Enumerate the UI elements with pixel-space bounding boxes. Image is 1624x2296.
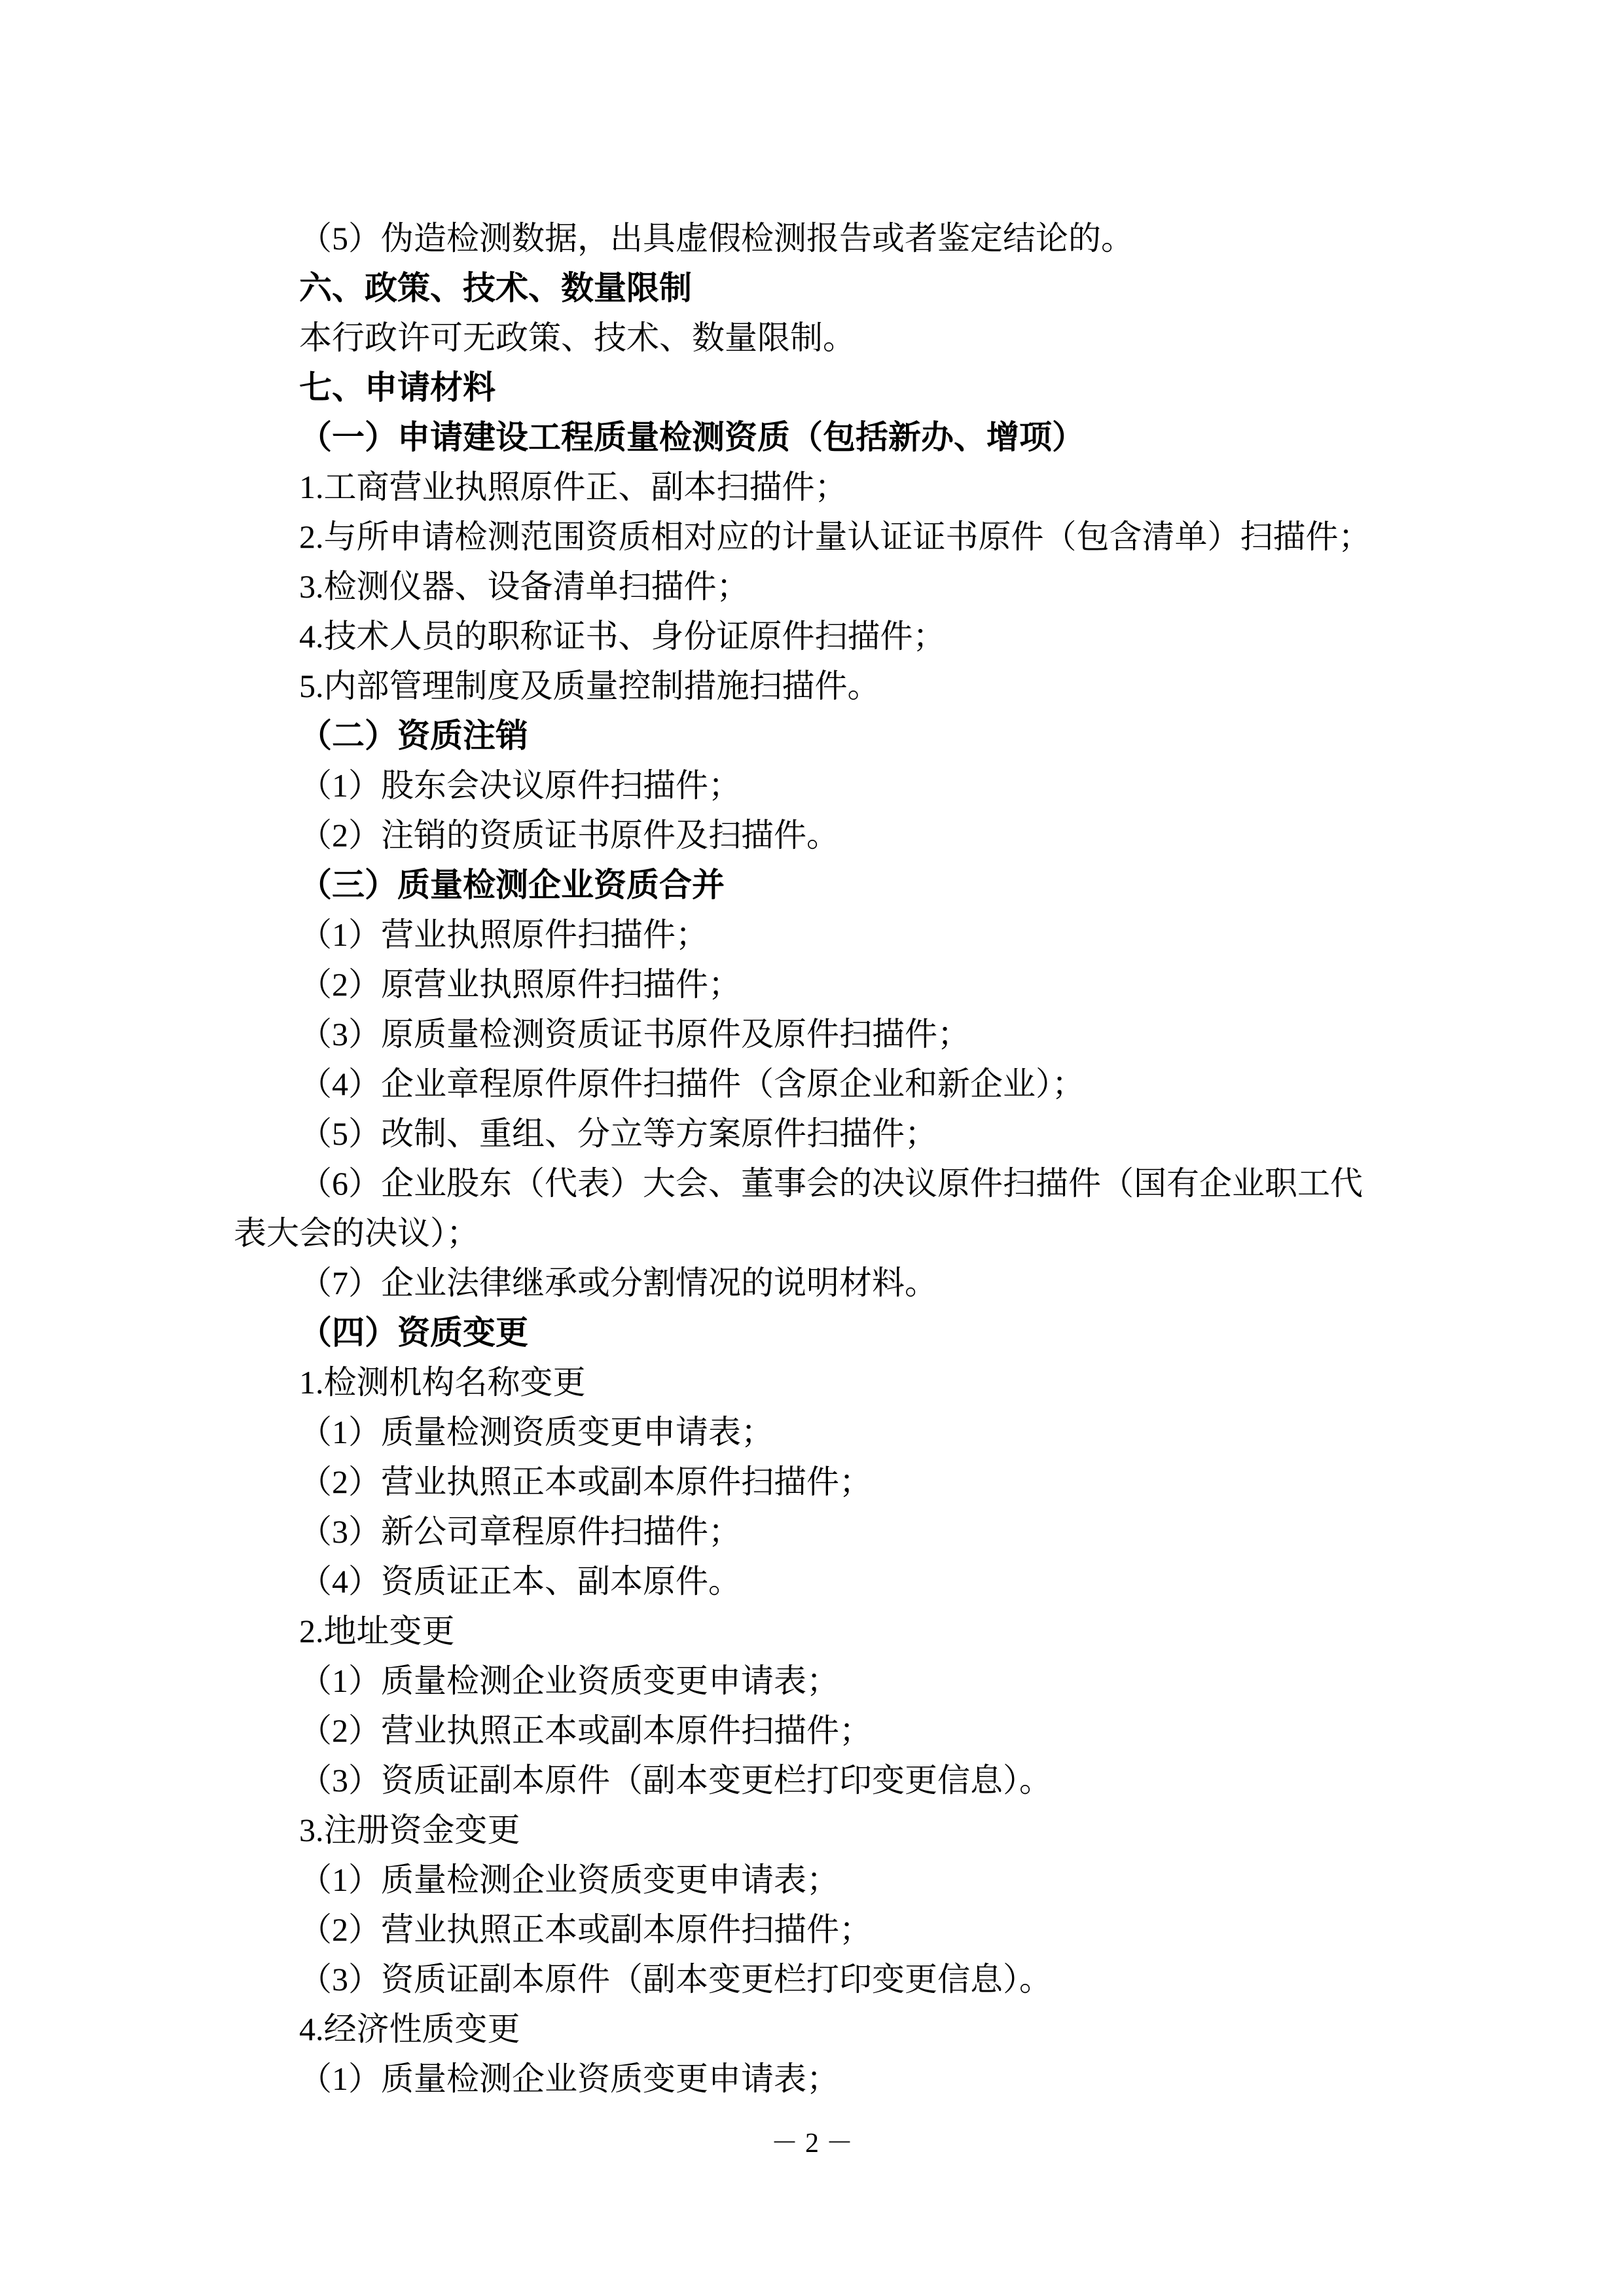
text-line: 3.检测仪器、设备清单扫描件； [299,568,749,605]
heading-line: （四）资质变更 [299,1314,528,1351]
text-line: （2）营业执照正本或副本原件扫描件； [299,1911,872,1948]
text-line: （7）企业法律继承或分割情况的说明材料。 [299,1265,937,1301]
text-line: （5）改制、重组、分立等方案原件扫描件； [299,1115,937,1152]
heading-line: 七、申请材料 [299,369,496,406]
text-line: 2.与所申请检测范围资质相对应的计量认证证书原件（包含清单）扫描件； [299,518,1371,555]
text-line: 1.工商营业执照原件正、副本扫描件； [299,469,848,505]
heading-line: （一）申请建设工程质量检测资质（包括新办、增项） [299,419,1085,456]
page-number: － 2 － [770,2128,854,2159]
text-line: 4.经济性质变更 [299,2011,520,2047]
text-line: （1）股东会决议原件扫描件； [299,767,741,804]
text-line: （1）营业执照原件扫描件； [299,916,708,953]
text-line: （4）资质证正本、副本原件。 [299,1563,741,1600]
text-line: （2）原营业执照原件扫描件； [299,966,741,1003]
text-line: （1）质量检测企业资质变更申请表； [299,1861,839,1898]
text-line: （3）新公司章程原件扫描件； [299,1513,741,1550]
text-line: 本行政许可无政策、技术、数量限制。 [299,319,856,356]
text-line: （2）营业执照正本或副本原件扫描件； [299,1712,872,1749]
text-line: 表大会的决议）； [234,1215,479,1251]
text-line: 1.检测机构名称变更 [299,1364,586,1401]
text-line: （1）质量检测资质变更申请表； [299,1414,774,1450]
text-line: （1）质量检测企业资质变更申请表； [299,1662,839,1699]
text-line: （1）质量检测企业资质变更申请表； [299,2060,839,2097]
text-line: （6）企业股东（代表）大会、董事会的决议原件扫描件（国有企业职工代 [299,1165,1363,1202]
text-line: （2）营业执照正本或副本原件扫描件； [299,1463,872,1500]
text-line: （3）原质量检测资质证书原件及原件扫描件； [299,1016,970,1052]
text-line: 2.地址变更 [299,1613,455,1649]
heading-line: 六、政策、技术、数量限制 [299,270,692,306]
text-line: （3）资质证副本原件（副本变更栏打印变更信息）。 [299,1762,1052,1799]
text-line: 4.技术人员的职称证书、身份证原件扫描件； [299,618,946,655]
heading-line: （二）资质注销 [299,717,528,754]
text-line: （2）注销的资质证书原件及扫描件。 [299,817,839,853]
text-line: （5）伪造检测数据，出具虚假检测报告或者鉴定结论的。 [299,220,1134,257]
text-line: （3）资质证副本原件（副本变更栏打印变更信息）。 [299,1961,1052,1998]
heading-line: （三）质量检测企业资质合并 [299,867,725,903]
document-body [234,213,1390,2104]
text-line: 3.注册资金变更 [299,1812,520,1848]
text-line: 5.内部管理制度及质量控制措施扫描件。 [299,668,880,704]
text-line: （4）企业章程原件原件扫描件（含原企业和新企业）； [299,1066,1085,1102]
